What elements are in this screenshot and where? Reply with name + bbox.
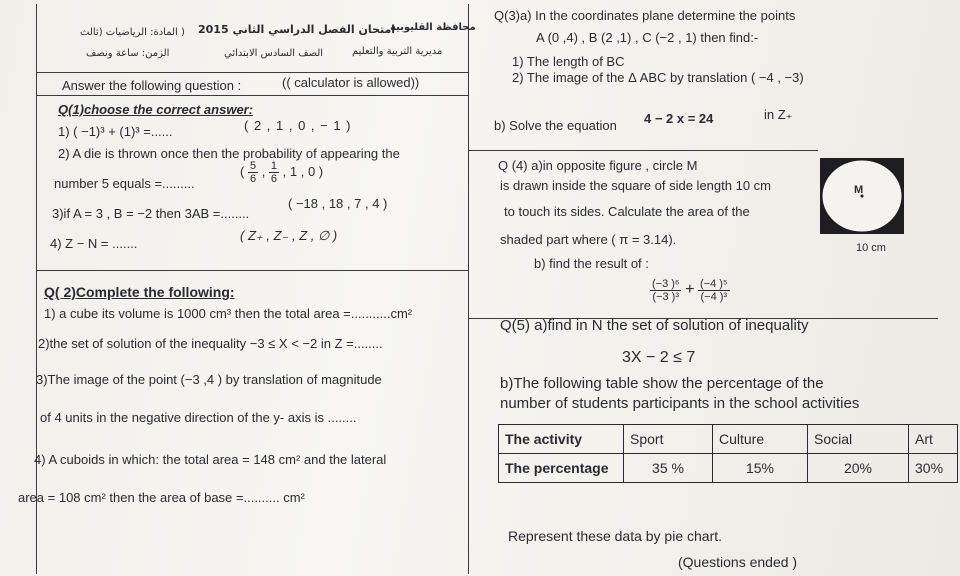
q4-b: b) find the result of : — [534, 256, 649, 271]
fraction-neg3: $\frac{\text{(−3 )⁶}}{\text{(−3 )³}}$ — [652, 278, 680, 303]
header-exam: امتحان الفصل الدراسي الثاني 2015 — [198, 23, 396, 36]
header-rule — [36, 72, 468, 73]
q4-a-line2: is drawn inside the square of side length 10 cm — [500, 178, 771, 193]
q2-item1: 1) a cube its volume is 1000 cm³ then the total area =...........cm² — [44, 306, 413, 321]
q4-a-line1: Q (4) a)in opposite figure , circle M — [498, 158, 698, 173]
q3-part1: 1) The length of BC — [512, 54, 625, 69]
table-cell: 30% — [909, 454, 958, 483]
q3-partb-label: b) Solve the equation — [494, 118, 617, 133]
header-grade: الصف السادس الابتدائي — [224, 48, 324, 59]
q3-points: A (0 ,4) , B (2 ,1) , C (−2 , 1) then find:- — [536, 30, 759, 45]
q4-a-line4: shaded part where ( π = 3.14). — [500, 232, 677, 247]
q4-a-line3: to touch its sides. Calculate the area of the — [504, 204, 750, 219]
q1-item4-question: 4) Z − N = ....... — [50, 236, 138, 251]
q1-item2-options: ( $\frac{5}{6}$ , $\frac{1}{6}$ , 1 , 0 ) — [240, 160, 324, 185]
q3-part2: 2) The image of the Δ ABC by translation ( −4 , −3) — [512, 70, 804, 85]
q5-inequality: 3X − 2 ≤ 7 — [622, 349, 696, 366]
q1-item2-question-a: 2) A die is thrown once then the probability of appearing the — [58, 146, 400, 161]
header-time: الزمن: ساعة ونصف — [86, 48, 170, 59]
activities-table — [498, 424, 958, 483]
instruction-calculator: (( calculator is allowed)) — [282, 75, 420, 90]
q5-b-line1: b)The following table show the percentage of the — [500, 375, 824, 392]
table-cell: Sport — [624, 425, 713, 454]
table-cell: Culture — [713, 425, 808, 454]
q3-partb-set: in Z₊ — [764, 107, 793, 122]
table-cell: 20% — [808, 454, 909, 483]
q2-item3-b: of 4 units in the negative direction of the y- axis is ........ — [40, 410, 357, 425]
center-divider — [468, 4, 469, 574]
q2-title: Q( 2)Complete the following: — [44, 284, 235, 300]
fraction-neg4: $\frac{\text{(−4 )⁵}}{\text{(−4 )³}}$ — [700, 278, 728, 303]
q1-item3-question: 3)if A = 3 , B = −2 then 3AB =........ — [52, 206, 250, 221]
q1-rule — [36, 270, 468, 271]
table-cell: 35 % — [624, 454, 713, 483]
q2-item3-a: 3)The image of the point (−3 ,4 ) by translation of magnitude — [36, 372, 382, 387]
table-cell: The activity — [499, 425, 624, 454]
q2-item4-a: 4) A cuboids in which: the total area = 148 cm² and the lateral — [34, 452, 387, 467]
q3-partb-equation: 4 − 2 x = 24 — [644, 111, 714, 126]
instruction-answer: Answer the following question : — [62, 78, 242, 93]
table-cell: 15% — [713, 454, 808, 483]
q2-item2: 2)the set of solution of the inequality −3 ≤ X < −2 in Z =........ — [38, 336, 383, 351]
q1-item3-options: ( −18 , 18 , 7 , 4 ) — [288, 196, 388, 211]
table-row — [499, 425, 958, 454]
q1-item1-options: ( 2 , 1 , 0 , − 1 ) — [244, 118, 352, 133]
figure-side-label: 10 cm — [856, 242, 886, 254]
left-border — [36, 4, 37, 574]
q3-title: Q(3)a) In the coordinates plane determine the points — [494, 8, 796, 23]
q2-item4-b: area = 108 cm² then the area of base =.......... cm² — [18, 490, 305, 505]
table-cell: Art — [909, 425, 958, 454]
q1-title: Q(1)choose the correct answer: — [58, 102, 254, 117]
q4-b-expression: $\frac{\text{(−3 )⁶}}{\text{(−3 )³}}$ + $\frac{\text{(−4 )⁵}}{\text{(−4 )³}}$ — [652, 278, 728, 303]
q1-item4-options: ( Z₊ , Z₋ , Z , ∅ ) — [240, 228, 338, 243]
q5-pie-instruction: Represent these data by pie chart. — [508, 528, 723, 544]
header-directorate: مديرية التربية والتعليم — [352, 46, 443, 57]
figure-center-label: M — [854, 184, 864, 196]
header-governorate: محافظة القليوبية — [390, 22, 476, 33]
q3-rule — [468, 150, 818, 151]
q5-a: Q(5) a)find in N the set of solution of inequality — [500, 317, 809, 334]
fraction-one-sixth: $\frac{1}{6}$ — [270, 160, 278, 185]
table-row — [499, 454, 958, 483]
instruction-rule — [36, 95, 468, 96]
q1-item1-question: 1) ( −1)³ + (1)³ =...... — [58, 124, 173, 139]
questions-ended: (Questions ended ) — [678, 554, 798, 570]
fraction-five-sixths: $\frac{5}{6}$ — [249, 160, 257, 185]
table-cell: The percentage — [499, 454, 624, 483]
table-cell: Social — [808, 425, 909, 454]
q1-item2-question-b: number 5 equals =......... — [54, 176, 195, 191]
header-subject: ( المادة: الرياضيات (ثالث — [80, 27, 185, 38]
q5-b-line2: number of students participants in the school activities — [500, 395, 860, 412]
